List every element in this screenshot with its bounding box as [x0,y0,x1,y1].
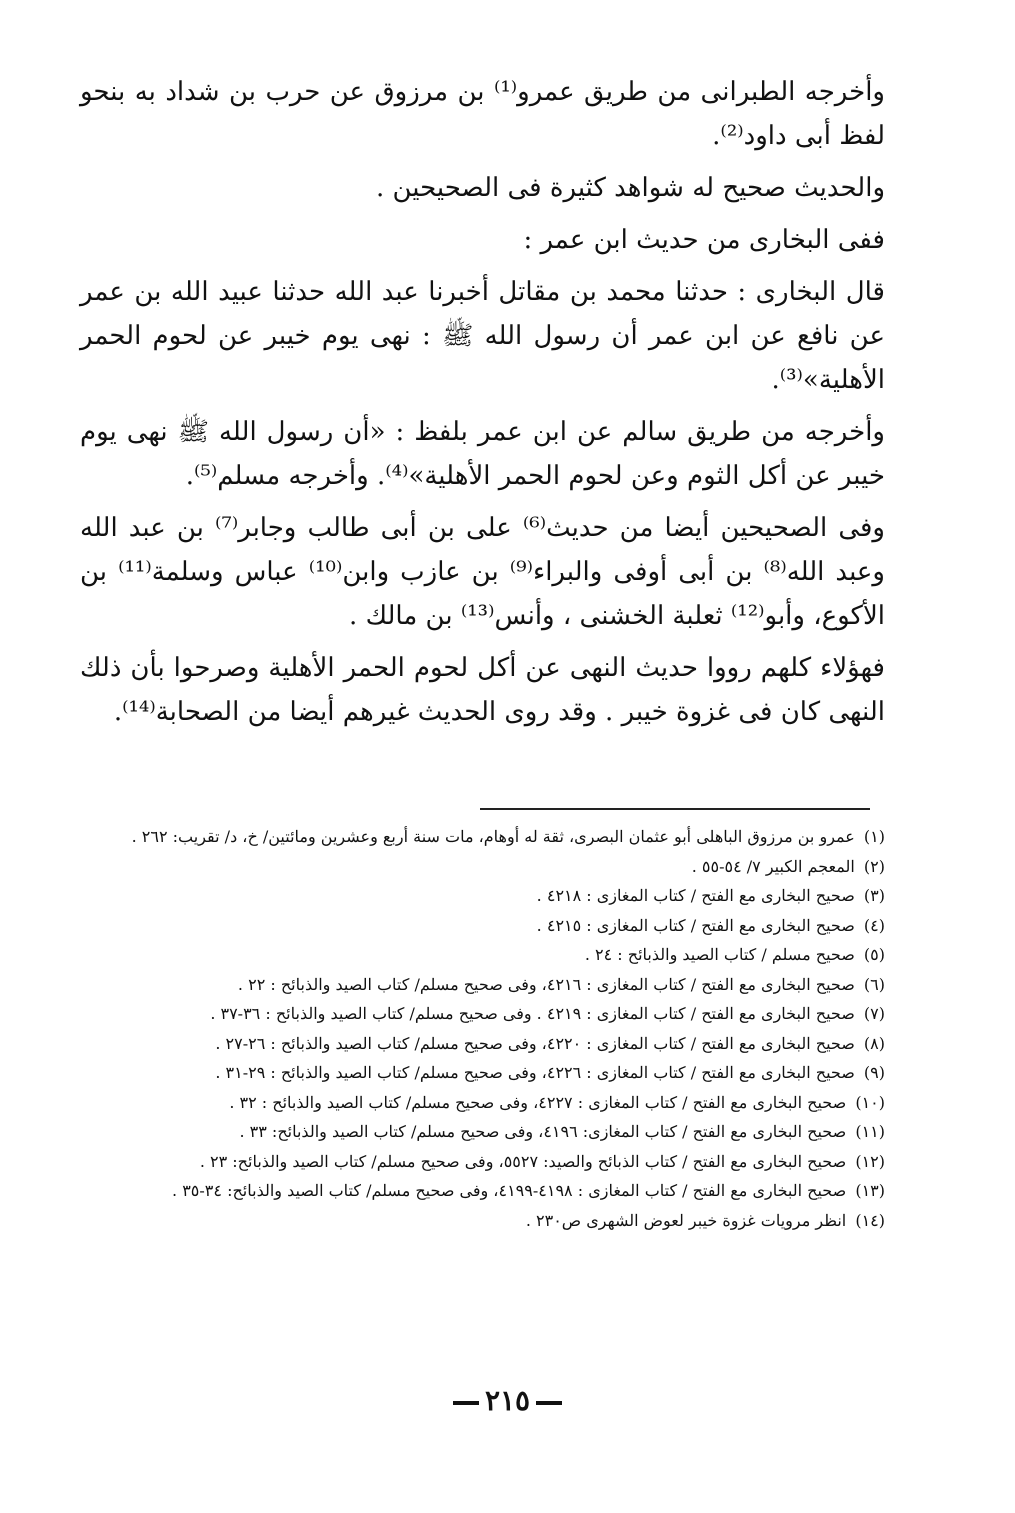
footnote [100,1176,885,1206]
footnote-text: انظر مرويات غزوة خيبر لعوض الشهرى ص٢٣٠ . [525,1210,847,1230]
page-number [0,1384,1015,1417]
footnote-number: (١٤) [855,1210,885,1230]
footnote-text: صحيح مسلم / كتاب الصيد والذبائح : ٢٤ . [584,945,855,964]
footnote [100,852,885,882]
footnote [100,822,885,852]
footnote-text: صحيح البخارى مع الفتح / كتاب المغازى : ٤١٩٨-٤١٩٩، وفى صحيح مسلم/ كتاب الصيد والذبائح: ٣٤-٣٥ . [172,1181,847,1200]
footnote-number: (٢) [863,856,885,876]
page-number-value: ٢١٥ [484,1384,531,1417]
footnote-text: صحيح البخارى مع الفتح / كتاب المغازى : ٤٢١٩ . وفى صحيح مسلم/ كتاب الصيد والذبائح : ٣٦-٣٧ . [210,1004,855,1023]
footnote-number: (١٢) [855,1151,885,1171]
paragraph-3: ففى البخارى من حديث ابن عمر : [523,225,885,255]
footnote-text: صحيح البخارى مع الفتح / كتاب المغازى : ٤٢١٨ . [536,886,855,905]
footnote-number: (١٣) [855,1181,885,1200]
footnote-number: (١١) [855,1122,885,1141]
footnote-number: (١٠) [855,1092,885,1112]
paragraph-1: وأخرجه الطبرانى من طريق عمرو⁽¹⁾ بن مرزوق عن حرب بن شداد به بنحو لفظ أبى داود⁽²⁾. [80,77,885,151]
footnote [100,940,885,970]
footnote-number: (٥) [863,945,885,964]
footnote-divider [480,808,870,810]
footnote-text: صحيح البخارى مع الفتح / كتاب المغازى : ٤٢٢٧، وفى صحيح مسلم/ كتاب الصيد والذبائح : ٣٢ . [229,1092,847,1112]
footnote-number: (١) [863,827,885,846]
footnote-text: عمرو بن مرزوق الباهلى أبو عثمان البصرى، ثقة له أوهام، مات سنة أربع وعشرين ومائتين/ خ، د/ تقريب: ٢٦٢ . [131,827,855,846]
footnote-text: صحيح البخارى مع الفتح / كتاب المغازى: ٤١٩٦، وفى صحيح مسلم/ كتاب الصيد والذبائح: ٣٣ . [239,1122,847,1141]
paragraph-4: قال البخارى : حدثنا محمد بن مقاتل أخبرنا عبد الله حدثنا عبيد الله بن عمر عن نافع عن ابن عمر أن رسول الله ﷺ : نهى يوم خيبر عن لحوم الحمر الأهلية»⁽³⁾. [80,277,885,395]
footnote-text: صحيح البخارى مع الفتح / كتاب الذبائح والصيد: ٥٥٢٧، وفى صحيح مسلم/ كتاب الصيد والذبائح: ٢٣ . [199,1151,847,1171]
footnote-number: (٧) [863,1004,885,1023]
footnote [100,881,885,911]
footnotes [100,822,885,1235]
footnote [100,1058,885,1088]
footnote-text: المعجم الكبير ٧/ ٥٤-٥٥ . [691,856,855,876]
main-text [80,70,885,742]
footnote-text: صحيح البخارى مع الفتح / كتاب المغازى : ٤٢١٦، وفى صحيح مسلم/ كتاب الصيد والذبائح : ٢٢ . [237,974,855,994]
paragraph-7: فهؤلاء كلهم رووا حديث النهى عن أكل لحوم الحمر الأهلية وصرحوا بأن ذلك النهى كان فى غزوة خيبر . وقد روى الحديث غيرهم أيضا من الصحابة⁽¹⁴⁾. [80,653,885,727]
footnote [100,970,885,1000]
footnote-text: صحيح البخارى مع الفتح / كتاب المغازى : ٤٢٢٦، وفى صحيح مسلم/ كتاب الصيد والذبائح : ٢٩-٣١ . [215,1063,855,1082]
footnote-text: صحيح البخارى مع الفتح / كتاب المغازى : ٤٢٢٠، وفى صحيح مسلم/ كتاب الصيد والذبائح : ٢٦-٢٧ . [215,1033,855,1053]
footnote-number: (٩) [863,1063,885,1082]
footnote [100,1206,885,1236]
footnote-number: (٨) [863,1033,885,1053]
paragraph-5: وأخرجه من طريق سالم عن ابن عمر بلفظ : «أن رسول الله ﷺ نهى يوم خيبر عن أكل الثوم وعن لحوم الحمر الأهلية»⁽⁴⁾. وأخرجه مسلم⁽⁵⁾. [80,417,885,491]
footnote [100,1088,885,1118]
footnote [100,911,885,941]
footnote [100,1147,885,1177]
footnote [100,999,885,1029]
footnote-number: (٣) [863,886,885,905]
footnote-number: (٦) [863,974,885,994]
footnote [100,1029,885,1059]
footnote-number: (٤) [863,915,885,935]
paragraph-2: والحديث صحيح له شواهد كثيرة فى الصحيحين . [375,173,885,203]
footnote-text: صحيح البخارى مع الفتح / كتاب المغازى : ٤٢١٥ . [536,915,855,935]
footnote [100,1117,885,1147]
page-number-dash [453,1401,479,1405]
paragraph-6: وفى الصحيحين أيضا من حديث⁽⁶⁾ على بن أبى طالب وجابر⁽⁷⁾ بن عبد الله وعبد الله⁽⁸⁾ بن أبى أوفى والبراء⁽⁹⁾ بن عازب وابن⁽¹⁰⁾ عباس وسلمة⁽¹¹⁾ بن الأكوع، وأبو⁽¹²⁾ ثعلبة الخشنى ، وأنس⁽¹³⁾ بن مالك . [80,513,885,631]
page-number-dash [536,1401,562,1405]
